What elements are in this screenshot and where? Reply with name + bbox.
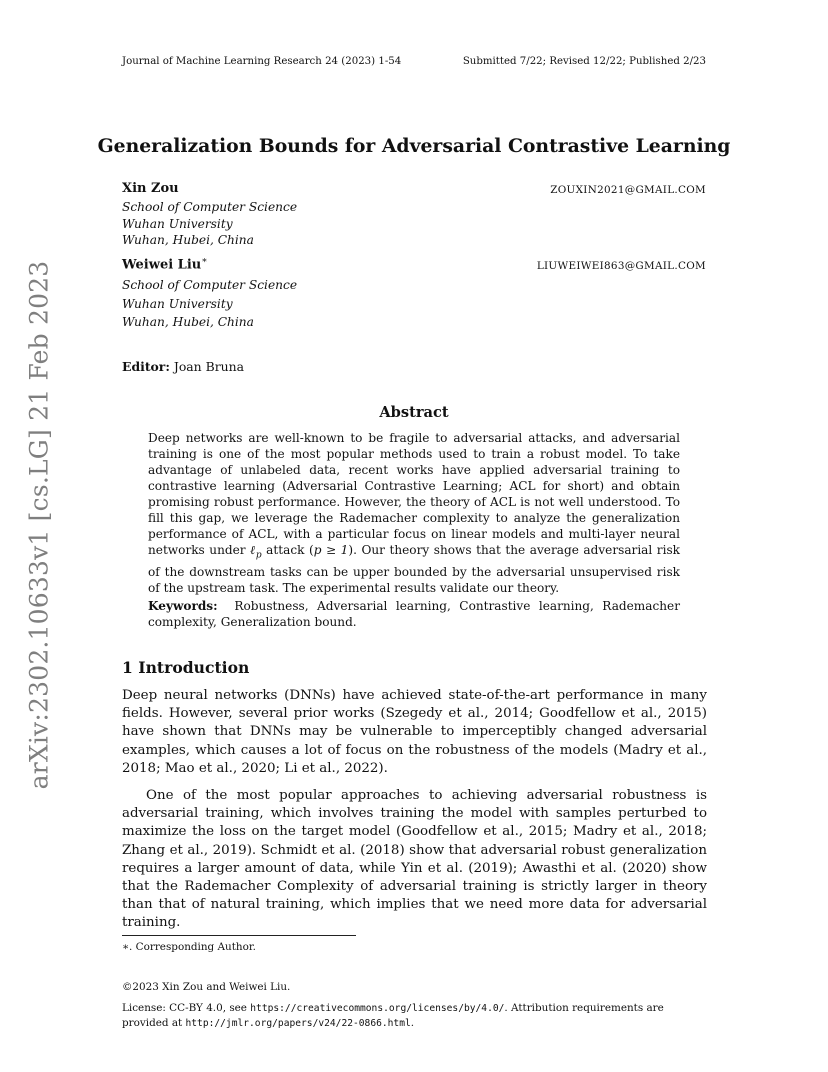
author-name-2 [122,256,207,272]
abstract-heading: Abstract [379,404,449,421]
lp-subscript: p [255,550,262,561]
author-email-2[interactable]: LIUWEIWEI863@GMAIL.COM [536,260,706,272]
author-affiliation-1 [122,199,297,249]
license-notice [122,1001,707,1031]
abstract-text: attack ( [261,543,314,558]
author-name-text: Weiwei Liu [122,257,202,273]
license-text: . [410,1017,415,1029]
affiliation-line: Wuhan University [122,216,233,231]
abstract-text: Deep networks are well-known to be fragile to adversarial attacks, and adversarial training is one of the most popular methods used to train a robust model. To take advantage of unlabeled data, recent works have applied adversarial training to contrastive learning (Adversarial Contrastive Learning; ACL for short) and obtain promising robust performance. However, the theory of ACL is not well understood. To fill this gap, we leverage the Rademacher complexity to analyze the generalization performance of ACL, with a particular focus on linear models and multi-layer neural networks under [148,431,680,558]
license-link[interactable]: https://creativecommons.org/licenses/by/4.0/ [250,1003,505,1014]
paper-title: Generalization Bounds for Adversarial Contrastive Learning [97,135,731,157]
abstract-text: ). Our theory shows that the average adversarial risk of the downstream tasks can be upper bounded by the adversarial unsupervised risk of the upstream task. The experimental results validate our theory. [148,543,680,595]
author-name-1: Xin Zou [122,181,179,196]
footnote-rule [122,935,356,936]
intro-paragraph-1: Deep neural networks (DNNs) have achieved state-of-the-art performance in many fields. However, several prior works (Szegedy et al., 2014; Goodfellow et al., 2015) have shown that DNNs may be vulnerable to imperceptibly changed adversarial examples, which causes a lot of focus on the robustness of the models (Madry et al., 2018; Mao et al., 2020; Li et al., 2022). [122,688,707,776]
intro-paragraph-2: One of the most popular approaches to achieving adversarial robustness is adversarial training, which involves training the model with samples perturbed to maximize the loss on the target model (Goodfellow et al., 2015; Madry et al., 2018; Zhang et al., 2019). Schmidt et al. (2018) show that adversarial robust generalization requires a larger amount of data, while Yin et al. (2019); Awasthi et al. (2020) show that the Rademacher Complexity of adversarial training is strictly larger in theory than that of natural training, which implies that we need more data for adversarial training. [122,788,707,931]
copyright-notice: ©2023 Xin Zou and Weiwei Liu. [122,981,291,993]
submission-dates: Submitted 7/22; Revised 12/22; Published 2/23 [462,56,706,67]
editor-name: Joan Bruna [173,359,244,374]
arxiv-stamp-text: arXiv:2302.10633v1 [cs.LG] 21 Feb 2023 [24,260,54,790]
keywords [148,598,680,630]
affiliation-line: School of Computer Science [122,278,298,292]
p-condition: p ≥ 1 [313,543,349,558]
license-text: License: CC-BY 4.0, see [122,1002,251,1014]
keywords-label: Keywords: [148,599,218,613]
affiliation-line: Wuhan, Hubei, China [122,315,254,329]
author-email-1[interactable]: ZOUXIN2021@GMAIL.COM [550,184,706,196]
abstract-body [148,430,680,596]
footnote: ∗. Corresponding Author. [122,941,256,953]
corresponding-mark: ∗ [201,256,208,266]
keywords-text: Robustness, Adversarial learning, Contrastive learning, Rademacher complexity, Generalization bound. [148,599,680,630]
lp-symbol: ℓ [250,543,256,558]
section-heading-introduction: 1 Introduction [122,658,250,677]
license-text: . Attribution requirements are provided at [122,1002,664,1029]
affiliation-line: School of Computer Science [122,200,298,214]
affiliation-line: Wuhan, Hubei, China [122,233,254,247]
affiliation-line: Wuhan University [122,296,233,311]
editor-line [122,359,244,374]
editor-label: Editor: [122,359,170,374]
paper-link[interactable]: http://jmlr.org/papers/v24/22-0866.html [185,1018,411,1029]
author-affiliation-2 [122,276,297,332]
journal-header: Journal of Machine Learning Research 24 (2023) 1-54 [122,56,402,67]
